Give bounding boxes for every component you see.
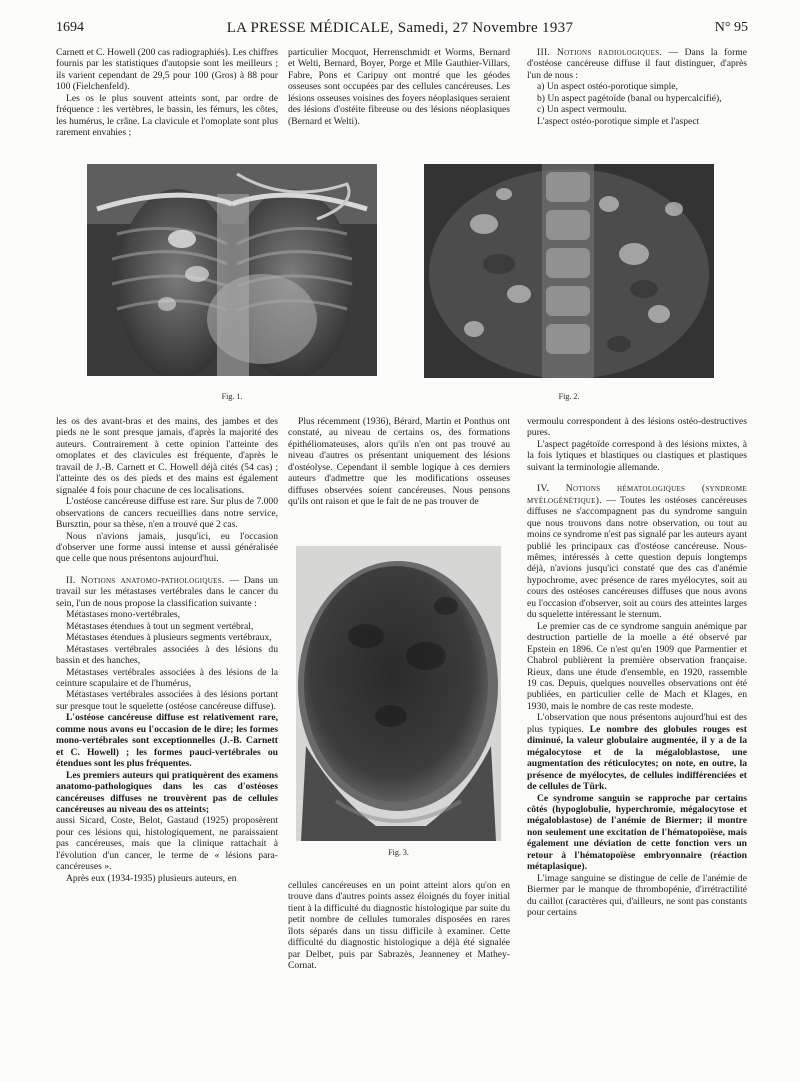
middle-column-top [288, 416, 510, 508]
running-header [0, 20, 800, 40]
paragraph: Plus récemment (1936), Bérard, Martin et Ponthus ont constaté, au niveau de certains os, des formations épithéliomateuses, alors qu'ils n'en ont pas trouvé au niveau d'autres os présentant uniquement des lésions d'ostéolyse. Cependant il semble logique à ces derniers auteurs d'admettre que les modifications osseuses diffuses observées soient cancéreuses. Nous pensons qu'ils ont raison et que le fait de ne pas trouver de [288, 416, 510, 508]
issue-number: N° 95 [714, 20, 748, 35]
section-heading-radiologiques [527, 47, 747, 81]
paragraph: L'image sanguine se distingue de celle de l'anémie de Biermer par le manque de thrombopénie, d'irrétractilité du caillot (caractères qui, d'ailleurs, ne sont pas constants pour certains [527, 872, 747, 919]
sentence-bold: Le nombre des globules rouges est diminué, la valeur globulaire augmentée, il y a de la mégalocytose et de la mégaloblastose, une augmentation des réticulocytes; on note, en outre, la présence de myélocytes, de cellules indifférenciées et de cellules de Türk. [527, 723, 747, 793]
list-item: Métastases étendues à tout un segment vertébral, [66, 620, 254, 632]
figure-3-skull-xray [296, 546, 501, 841]
paragraph: aussi Sicard, Coste, Belot, Gastaud (1925) proposèrent pour ces lésions qui, histologiquement, ne paraissaient pas cancéreuses, mais que la clinique rattachait à l'évolution d'un cancer, le terme de « lésions para-cancéreuses ». [56, 815, 278, 873]
paragraph-bold: Les premiers auteurs qui pratiquèrent des examens anatomo-pathologiques dans les cas d'ostéoses cancéreuses diffuses ne trouvèrent pas de cellules cancéreuses au niveau des os atteints; [56, 769, 278, 815]
middle-column-bottom [288, 880, 510, 972]
list-item: c) Un aspect vermoulu. [537, 104, 627, 116]
section-intro: — Dans la forme d'ostéose cancéreuse diffuse il faut distinguer, d'après l'un de nous : [527, 47, 747, 81]
section-title: II. Notions anatomo-pathologiques. [66, 574, 225, 586]
list-item: Métastases vertébrales associées à des lésions du bassin et des hanches, [56, 643, 278, 667]
page-number: 1694 [56, 20, 84, 35]
paragraph: cellules cancéreuses en un point atteint alors qu'on en trouve dans d'autres points assez éloignés du foyer initial tient à la difficulté du diagnostic histologique par suite du petit nombre de cellules tumorales disposées en rares îlots séparés dans un tissu difficile à examiner. Cette difficulté du diagnostic histologique a déjà été signalée par Delbet, puis par Sabrazès, Jeanneney et Mathey-Cornat. [288, 880, 510, 972]
figure-1-chest-xray [87, 164, 377, 376]
paragraph: les os des avant-bras et des mains, des jambes et des pieds ne le sont presque jamais, d'après la majorité des auteurs. Contrairement à cette opinion l'atteinte des omoplates et des clavicules est fréquente, d'après le travail de J.-B. Carnett et C. Howell déjà cités (54 cas) ; l'atteinte des os des pieds et des mains est également signalée 4 fois pour chacune de ces localisations. [56, 416, 278, 496]
list-item: Métastases mono-vertébrales, [66, 609, 181, 621]
top-column-2 [288, 47, 510, 127]
top-column-3 [527, 47, 747, 127]
paragraph: Nous n'avions jamais, jusqu'ici, eu l'occasion d'observer une forme aussi intense et aussi généralisée que celle que nous présentons aujourd'hui. [56, 530, 278, 565]
paragraph: Carnett et C. Howell (200 cas radiographiés). Les chiffres fournis par les statistiques d'autopsie sont les meilleurs ; ils varient cependant de 29,5 pour 100 (Gros) à 88 pour 100 (Fielchenfeld). [56, 47, 279, 93]
issue-date: Samedi, 27 Novembre 1937 [397, 20, 574, 36]
list-item: Métastases vertébrales associées à des lésions portant sur presque tout le squelette (ostéose cancéreuse diffuse). [56, 689, 278, 712]
top-column-1 [56, 47, 278, 139]
paragraph: vermoulu correspondent à des lésions ostéo-destructives pures. [527, 416, 747, 439]
list-item: a) Un aspect ostéo-porotique simple, [537, 81, 678, 93]
paragraph: Les os le plus souvent atteints sont, par ordre de fréquence : les vertèbres, le bassin, les fémurs, les côtes, les humérus, le crâne. La clavicule et l'omoplate sont plus rarement envahies ; [56, 92, 278, 139]
paragraph: L'ostéose cancéreuse diffuse est rare. Sur plus de 7.000 observations de cancers recueillies dans notre service, Bursztin, pour sa thèse, n'en a trouvé que 2 cas. [56, 496, 278, 531]
list-item: b) Un aspect pagétoïde (banal ou hypercalcifié), [537, 92, 722, 104]
paragraph [527, 712, 747, 792]
figure-1-caption: Fig. 1. [221, 392, 243, 401]
left-column [56, 416, 278, 884]
journal-title: LA PRESSE MÉDICALE, [226, 20, 394, 36]
list-item: Métastases étendues à plusieurs segments vertébraux, [66, 632, 272, 644]
paragraph: Après eux (1934-1935) plusieurs auteurs, en [66, 872, 237, 884]
section-heading-anatomo [56, 575, 278, 609]
paragraph: L'aspect pagétoïde correspond à des lésions mixtes, à la fois lytiques et blastiques ou clastiques et plastiques suivant la terminologie allemande. [527, 438, 747, 473]
paragraph: Le premier cas de ce syndrome sanguin anémique par destruction partielle de la moelle a été observé par Epstein en 1896. Ce n'est qu'en 1909 que Parmentier et Chabrol publièrent la première observation française. Rieux, dans une étude d'ensemble, en 1920, rassemble 19 cas. Depuis, quelques nouvelles observations ont été publiées, en particulier celle de Mach et Klages, en 1930, mais le nombre de cas reste modeste. [527, 620, 747, 712]
paragraph: particulier Mocquot, Herrenschmidt et Worms, Bernard et Welti, Bernard, Boyer, Porge et Mlle Gauthier-Villars, Fabre, Pons et Caripuy ont montré que les géodes osseuses sont occupées par des cellules cancéreuses. Les lésions osseuses voisines des foyers néoplasiques seraient des lésions d'ostéite fibreuse ou des lésions néoplasiques (Bernard et Welti). [288, 47, 510, 127]
section-heading-hematologiques [527, 483, 747, 620]
figure-2-xray [424, 164, 714, 378]
paragraph: L'aspect ostéo-porotique simple et l'aspect [537, 115, 700, 127]
section-intro: — Toutes les ostéoses cancéreuses diffuses ne s'accompagnent pas du syndrome sanguin que nous trouvons dans notre observation, ou tout au moins ce syndrome n'est pas signalé par les auteurs ayant publié les principaux cas d'ostéose cancéreuse. Nous-mêmes, intéressés à cette question depuis longtemps déjà, n'avions jusqu'ici constaté que des cas d'anémie hypochrome, avec présence de rares myélocytes, soit au cours des ostéoses cancéreuses diffuses que nous avons eu l'occasion d'observer, soit au cours des atteintes larges du squelette intéressant le sternum. [527, 494, 747, 621]
paragraph-bold: Ce syndrome sanguin se rapproche par certains côtés (hypoglobulie, hyperchromie, mégalocytose et mégaloblastose) de l'anémie de Biermer; il montre non seulement une excitation de l'hématopoïèse, mais également une déviation de cette fonction vers un retour à l'hématopoïèse embryonnaire (réaction métaplasique). [527, 792, 747, 873]
section-title: III. Notions radiologiques. [537, 47, 663, 58]
list-item: Métastases vertébrales associées à des lésions de la ceinture scapulaire et de l'humérus, [56, 666, 278, 689]
right-column [527, 416, 747, 918]
paragraph-bold: L'ostéose cancéreuse diffuse est relativement rare, comme nous avons eu l'occasion de le dire; les formes mono-vertébrales sont exceptionnelles (J.-B. Carnett et C. Howell) ; les formes pauci-vertébrales ou étendues sont les plus fréquentes. [56, 712, 278, 770]
section-intro: — Dans un travail sur les métastases vertébrales dans le cancer du sein, l'un de nous propose la classification suivante : [56, 574, 278, 609]
figure-3-caption: Fig. 3. [388, 848, 409, 857]
figure-2-caption: Fig. 2. [558, 392, 580, 401]
sentence: L'observation que nous présentons aujourd'hui est des plus typiques. [527, 712, 747, 735]
section-title: IV. Notions hématologiques (syndrome myélogénétique). [527, 483, 747, 506]
